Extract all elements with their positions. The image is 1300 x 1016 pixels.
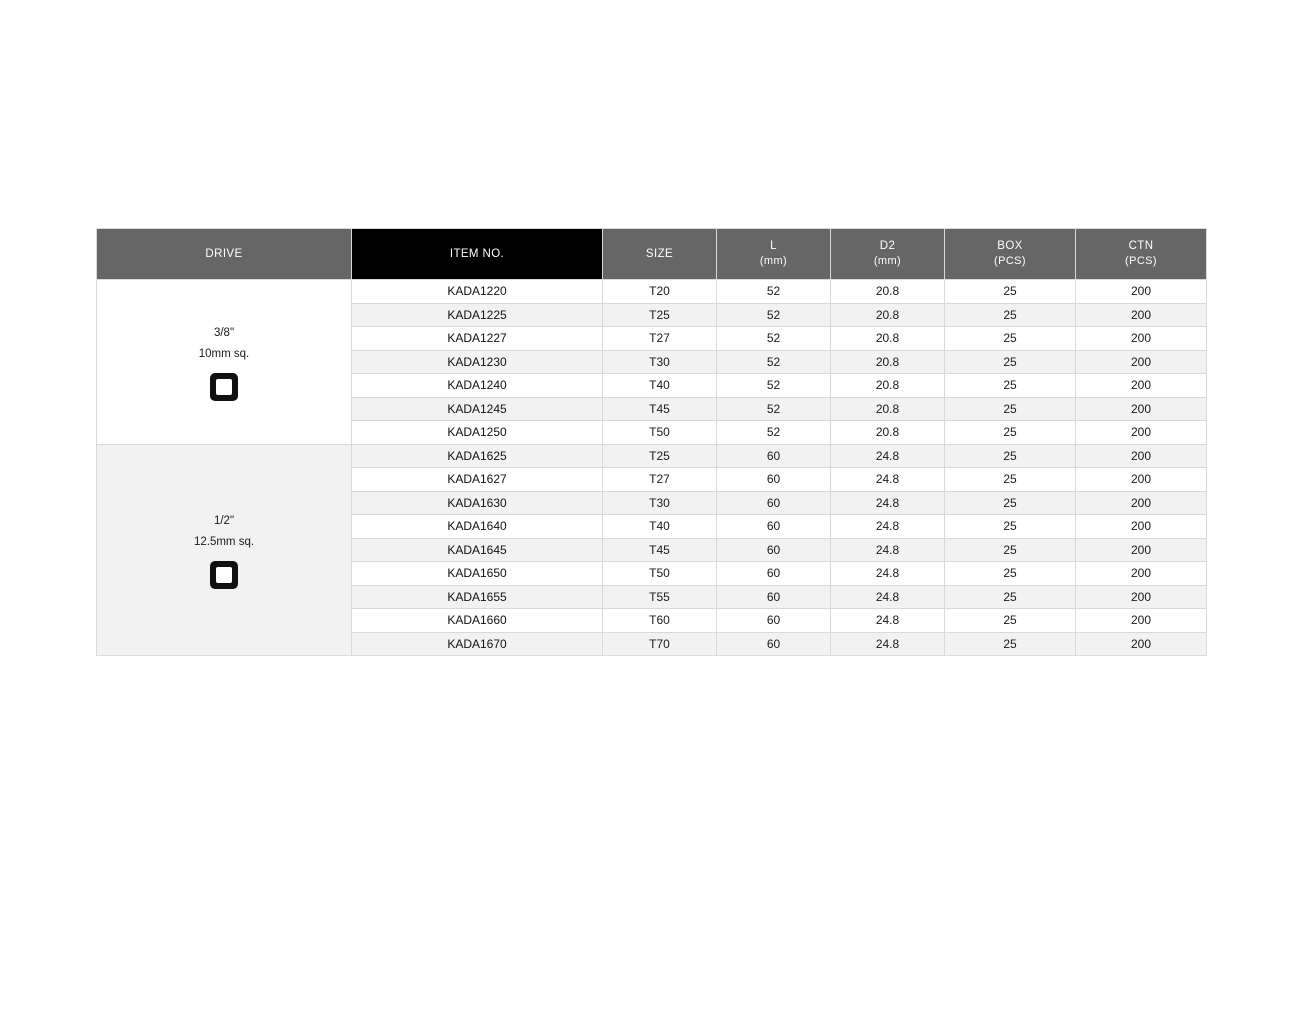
cell-d2: 24.8 xyxy=(831,538,945,562)
cell-size: T25 xyxy=(603,303,717,327)
cell-size: T45 xyxy=(603,538,717,562)
column-header-l-unit: (mm) xyxy=(759,255,788,267)
cell-l: 60 xyxy=(717,585,831,609)
specification-table-container xyxy=(96,228,1206,656)
cell-d2: 20.8 xyxy=(831,350,945,374)
column-header-l xyxy=(717,229,831,280)
cell-d2: 24.8 xyxy=(831,468,945,492)
cell-size: T45 xyxy=(603,397,717,421)
cell-box: 25 xyxy=(945,397,1076,421)
cell-l: 52 xyxy=(717,421,831,445)
cell-size: T30 xyxy=(603,350,717,374)
table-body xyxy=(97,280,1207,656)
cell-ctn: 200 xyxy=(1076,374,1207,398)
cell-l: 60 xyxy=(717,538,831,562)
cell-d2: 24.8 xyxy=(831,515,945,539)
column-header-d2-label: D2 xyxy=(879,240,896,252)
cell-ctn: 200 xyxy=(1076,585,1207,609)
cell-item-no: KADA1627 xyxy=(352,468,603,492)
cell-d2: 20.8 xyxy=(831,374,945,398)
cell-d2: 24.8 xyxy=(831,562,945,586)
cell-item-no: KADA1245 xyxy=(352,397,603,421)
cell-l: 60 xyxy=(717,468,831,492)
column-header-ctn xyxy=(1076,229,1207,280)
cell-item-no: KADA1230 xyxy=(352,350,603,374)
cell-box: 25 xyxy=(945,585,1076,609)
cell-ctn: 200 xyxy=(1076,397,1207,421)
cell-size: T40 xyxy=(603,515,717,539)
specification-table xyxy=(96,228,1207,656)
table-header-row xyxy=(97,229,1207,280)
cell-l: 60 xyxy=(717,562,831,586)
cell-l: 52 xyxy=(717,397,831,421)
cell-box: 25 xyxy=(945,303,1076,327)
column-header-l-label: L xyxy=(770,240,777,252)
cell-box: 25 xyxy=(945,609,1076,633)
cell-l: 52 xyxy=(717,350,831,374)
cell-d2: 20.8 xyxy=(831,327,945,351)
drive-size-label: 1/2" xyxy=(213,514,235,527)
cell-size: T27 xyxy=(603,327,717,351)
cell-size: T70 xyxy=(603,632,717,656)
table-row xyxy=(97,444,1207,468)
drive-metric-label: 10mm sq. xyxy=(198,347,250,360)
cell-d2: 24.8 xyxy=(831,491,945,515)
cell-size: T55 xyxy=(603,585,717,609)
cell-d2: 20.8 xyxy=(831,280,945,304)
cell-l: 52 xyxy=(717,303,831,327)
column-header-drive xyxy=(97,229,352,280)
cell-ctn: 200 xyxy=(1076,515,1207,539)
cell-d2: 20.8 xyxy=(831,397,945,421)
cell-l: 60 xyxy=(717,444,831,468)
cell-box: 25 xyxy=(945,280,1076,304)
column-header-ctn-label: CTN xyxy=(1128,240,1154,252)
cell-ctn: 200 xyxy=(1076,421,1207,445)
cell-item-no: KADA1640 xyxy=(352,515,603,539)
cell-box: 25 xyxy=(945,491,1076,515)
cell-box: 25 xyxy=(945,632,1076,656)
cell-ctn: 200 xyxy=(1076,632,1207,656)
column-header-ctn-unit: (PCS) xyxy=(1125,255,1157,267)
cell-item-no: KADA1250 xyxy=(352,421,603,445)
column-header-d2 xyxy=(831,229,945,280)
cell-item-no: KADA1225 xyxy=(352,303,603,327)
cell-ctn: 200 xyxy=(1076,562,1207,586)
column-header-box-label: BOX xyxy=(997,240,1023,252)
cell-item-no: KADA1655 xyxy=(352,585,603,609)
cell-size: T50 xyxy=(603,421,717,445)
column-header-drive-label: DRIVE xyxy=(205,247,243,260)
cell-size: T27 xyxy=(603,468,717,492)
cell-d2: 24.8 xyxy=(831,585,945,609)
cell-l: 52 xyxy=(717,280,831,304)
drive-group-cell-0 xyxy=(97,280,352,445)
cell-ctn: 200 xyxy=(1076,303,1207,327)
cell-box: 25 xyxy=(945,374,1076,398)
cell-l: 52 xyxy=(717,327,831,351)
cell-l: 60 xyxy=(717,515,831,539)
cell-box: 25 xyxy=(945,515,1076,539)
cell-l: 52 xyxy=(717,374,831,398)
cell-ctn: 200 xyxy=(1076,468,1207,492)
cell-size: T25 xyxy=(603,444,717,468)
column-header-box-unit: (PCS) xyxy=(994,255,1026,267)
cell-size: T50 xyxy=(603,562,717,586)
cell-size: T30 xyxy=(603,491,717,515)
cell-d2: 24.8 xyxy=(831,444,945,468)
cell-box: 25 xyxy=(945,421,1076,445)
cell-l: 60 xyxy=(717,632,831,656)
cell-l: 60 xyxy=(717,609,831,633)
cell-ctn: 200 xyxy=(1076,444,1207,468)
cell-ctn: 200 xyxy=(1076,327,1207,351)
column-header-d2-unit: (mm) xyxy=(873,255,902,267)
cell-l: 60 xyxy=(717,491,831,515)
cell-box: 25 xyxy=(945,350,1076,374)
cell-box: 25 xyxy=(945,327,1076,351)
square-drive-icon xyxy=(210,373,238,401)
cell-ctn: 200 xyxy=(1076,350,1207,374)
cell-d2: 24.8 xyxy=(831,632,945,656)
cell-item-no: KADA1650 xyxy=(352,562,603,586)
cell-ctn: 200 xyxy=(1076,280,1207,304)
column-header-item-no xyxy=(352,229,603,280)
cell-ctn: 200 xyxy=(1076,609,1207,633)
cell-size: T20 xyxy=(603,280,717,304)
column-header-item-no-label: ITEM NO. xyxy=(449,247,505,260)
cell-box: 25 xyxy=(945,538,1076,562)
square-drive-icon xyxy=(210,561,238,589)
column-header-size xyxy=(603,229,717,280)
cell-item-no: KADA1240 xyxy=(352,374,603,398)
cell-item-no: KADA1220 xyxy=(352,280,603,304)
cell-item-no: KADA1625 xyxy=(352,444,603,468)
drive-size-label: 3/8" xyxy=(213,326,235,339)
column-header-size-label: SIZE xyxy=(645,247,674,260)
cell-size: T40 xyxy=(603,374,717,398)
drive-group-cell-1 xyxy=(97,444,352,656)
cell-item-no: KADA1645 xyxy=(352,538,603,562)
cell-box: 25 xyxy=(945,444,1076,468)
drive-metric-label: 12.5mm sq. xyxy=(193,535,255,548)
cell-d2: 20.8 xyxy=(831,303,945,327)
cell-ctn: 200 xyxy=(1076,491,1207,515)
cell-item-no: KADA1660 xyxy=(352,609,603,633)
cell-ctn: 200 xyxy=(1076,538,1207,562)
cell-d2: 24.8 xyxy=(831,609,945,633)
cell-item-no: KADA1670 xyxy=(352,632,603,656)
cell-size: T60 xyxy=(603,609,717,633)
cell-d2: 20.8 xyxy=(831,421,945,445)
table-row xyxy=(97,280,1207,304)
cell-box: 25 xyxy=(945,468,1076,492)
column-header-box xyxy=(945,229,1076,280)
cell-item-no: KADA1630 xyxy=(352,491,603,515)
table-header xyxy=(97,229,1207,280)
cell-box: 25 xyxy=(945,562,1076,586)
cell-item-no: KADA1227 xyxy=(352,327,603,351)
